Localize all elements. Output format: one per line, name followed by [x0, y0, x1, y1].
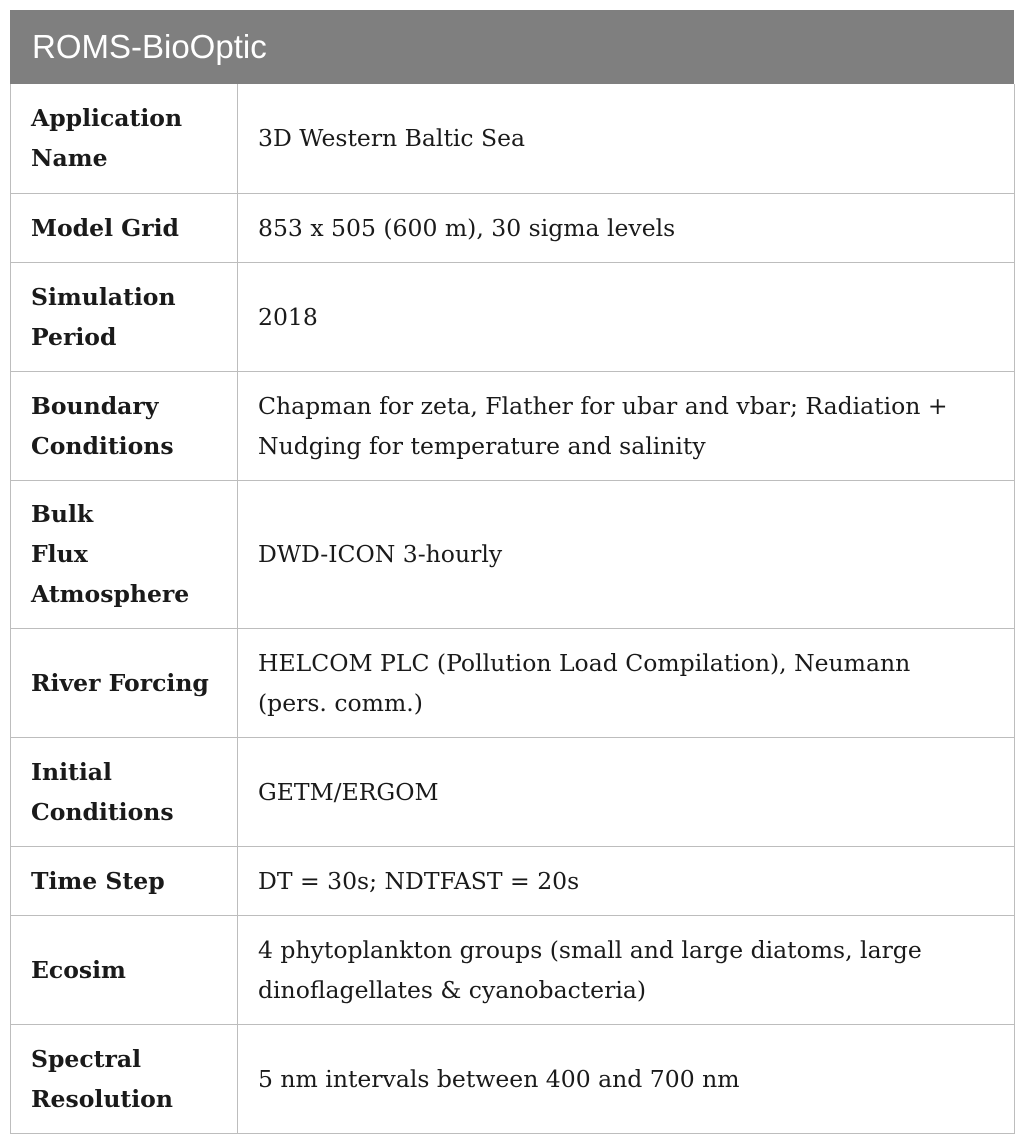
table-row	[11, 915, 1015, 1024]
row-value: 3D Western Baltic Sea	[238, 84, 1015, 193]
table-row	[11, 193, 1015, 262]
row-value: 5 nm intervals between 400 and 700 nm	[238, 1024, 1015, 1133]
row-label: Bulk Flux Atmosphere	[11, 480, 238, 628]
row-value: DT = 30s; NDTFAST = 20s	[238, 846, 1015, 915]
row-value: Chapman for zeta, Flather for ubar and vbar; Radiation + Nudging for temperature and salinity	[238, 371, 1015, 480]
table-row	[11, 1024, 1015, 1133]
table-row	[11, 262, 1015, 371]
spec-table	[10, 84, 1015, 1134]
table-row	[11, 480, 1015, 628]
row-label: Boundary Conditions	[11, 371, 238, 480]
table-row	[11, 371, 1015, 480]
row-value: GETM/ERGOM	[238, 737, 1015, 846]
row-value: HELCOM PLC (Pollution Load Compilation), Neumann (pers. comm.)	[238, 628, 1015, 737]
table-title: ROMS-BioOptic	[10, 10, 1014, 84]
row-value: 2018	[238, 262, 1015, 371]
table-row	[11, 846, 1015, 915]
spec-table-container	[10, 10, 1014, 1134]
row-value: DWD-ICON 3-hourly	[238, 480, 1015, 628]
row-label: Simulation Period	[11, 262, 238, 371]
row-label: Ecosim	[11, 915, 238, 1024]
row-value: 853 x 505 (600 m), 30 sigma levels	[238, 193, 1015, 262]
row-label: Application Name	[11, 84, 238, 193]
row-label: Model Grid	[11, 193, 238, 262]
row-label: Spectral Resolution	[11, 1024, 238, 1133]
table-row	[11, 84, 1015, 193]
row-label: River Forcing	[11, 628, 238, 737]
row-label: Time Step	[11, 846, 238, 915]
row-value: 4 phytoplankton groups (small and large diatoms, large dinoflagellates & cyanobacteria)	[238, 915, 1015, 1024]
row-label: Initial Conditions	[11, 737, 238, 846]
table-row	[11, 737, 1015, 846]
table-row	[11, 628, 1015, 737]
